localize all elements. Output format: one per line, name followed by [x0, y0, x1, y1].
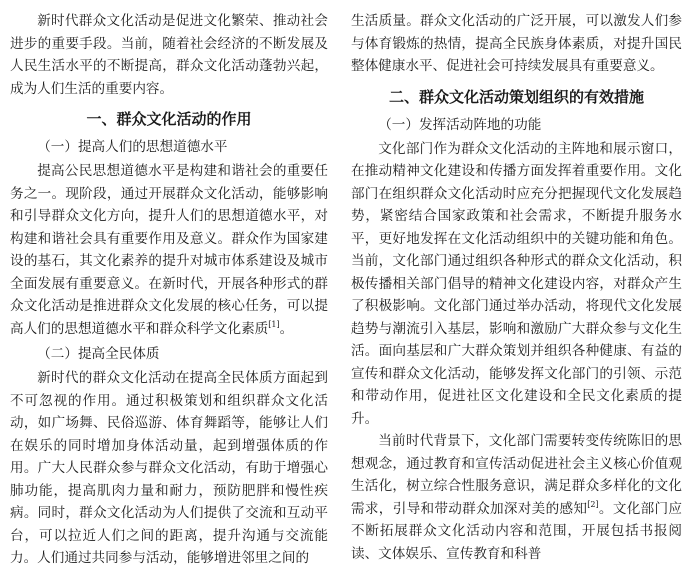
citation-1: [1]	[268, 319, 280, 329]
subsection-2-1-paragraph: 文化部门作为群众文化活动的主阵地和展示窗口，在推动精神文化建设和传播方面发挥着重要作用。文化部门在组织群众文化活动时应充分把握现代文化发展趋势，紧密结合国家政策和社会需求，不断提升服务水平，更好地发挥在文化活动组织中的关键功能和角色。当前，文化部门通过组织各种形式的群众文化活动，积极传播相关部门倡导的精神文化建设内容，对群众产生了积极影响。文化部门通过举办活动，将现代文化发展趋势与潮流引入基层，影响和激励广大群众参与文化生活。面向基层和广大群众策划并组织各种健康、有益的宣传和群众文化活动，能够发挥文化部门的引领、示范和带动作用，促进社区文化建设和全民文化素质的提升。	[351, 140, 682, 427]
section-1-heading: 一、群众文化活动的作用	[86, 110, 252, 128]
citation-2: [2]	[587, 499, 599, 509]
subsection-2-paragraph: 新时代的群众文化活动在提高全民体质方面起到不可忽视的作用。通过积极策划和组织群众文化活动，如广场舞、民俗巡游、体育舞蹈等，能够让人们在娱乐的同时增加身体活动量，起到增强体质的作用。广大人民群众参与群众文化活动，有助于增强心肺功能，提高肌肉力量和耐力，预防肥胖和慢性疾病。同时，群众文化活动为人们提供了交流和互动平台，可以拉近人们之间的距离，提升沟通与交流能力。人们通过共同参与活动，能够增进邻里之间的	[10, 370, 328, 566]
subsection-1-end: 。	[279, 320, 294, 337]
subsection-2-1-heading: （一）发挥活动阵地的功能	[378, 116, 542, 133]
subsection-1-text: 提高公民思想道德水平是构建和谐社会的重要任务之一。现阶段，通过开展群众文化活动，能够影响和引导群众文化方向，提升人们的思想道德水平，对构建和谐社会具有重要作用及意义。群众作为国家建设的基石，其文化素养的提升对城市体系建设及城市全面发展有重要意义。在新时代，开展各种形式的群众文化活动是推进群众文化发展的核心任务，可以提高人们的思想道德水平和群众科学文化素质	[10, 163, 328, 337]
intro-paragraph: 新时代群众文化活动是促进文化繁荣、推动社会进步的重要手段。当前，随着社会经济的不断发展及人民生活水平的不断提高，群众文化活动蓬勃兴起，成为人们生活的重要内容。	[10, 13, 328, 97]
paragraph-2-text: 当前时代背景下，文化部门需要转变传统陈旧的思想观念，通过教育和宣传活动促进社会主义核心价值观生活化，树立综合性服务意识，满足群众多样化的文化需求，引导和带动群众加深对美的感知	[351, 433, 682, 517]
right-column	[351, 10, 682, 565]
continued-paragraph: 生活质量。群众文化活动的广泛开展，可以激发人们参与体育锻炼的热情，提高全民族身体素质，对提升国民整体健康水平、促进社会可持续发展具有重要意义。	[351, 13, 682, 74]
paragraph-2-text-cont: 。文化部门应不断拓展群众文化活动内容和范围，开展包括书报阅读、文体娱乐、宣传教育和科普	[351, 500, 683, 562]
subsection-2-heading: （二）提高全民体质	[37, 346, 160, 362]
paragraph-2	[351, 430, 682, 565]
left-column	[10, 10, 328, 570]
section-2-heading: 二、群众文化活动策划组织的有效措施	[388, 87, 644, 106]
subsection-1-paragraph	[10, 160, 328, 340]
subsection-1-heading: （一）提高人们的思想道德水平	[37, 139, 228, 155]
